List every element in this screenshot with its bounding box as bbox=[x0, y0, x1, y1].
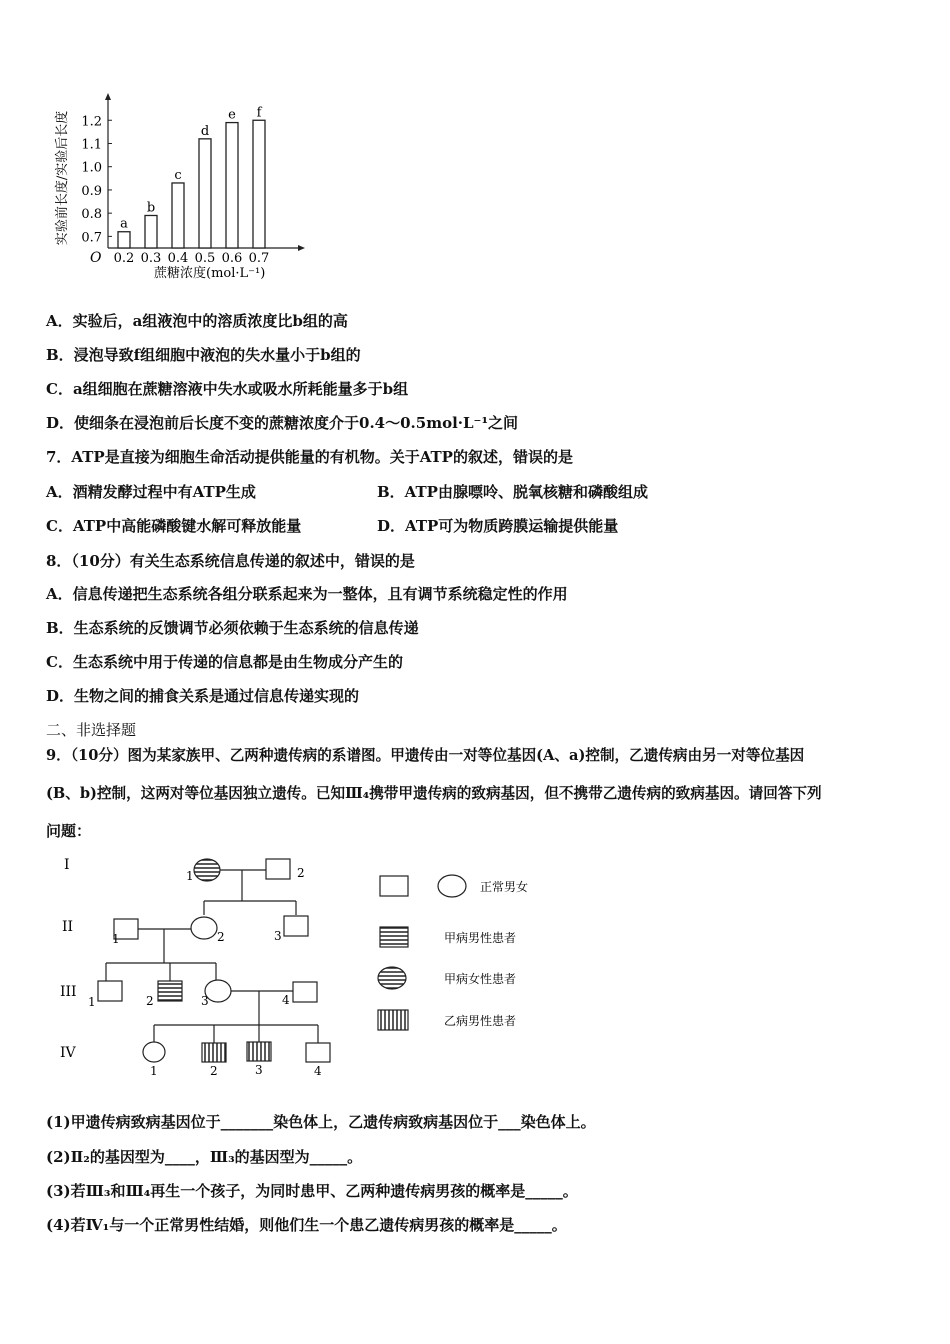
legend-a-male-symbol bbox=[380, 927, 408, 947]
chart-bar-label: e bbox=[228, 107, 236, 123]
q8-stem: 8．（10分）有关生态系统信息传递的叙述中，错误的是 bbox=[46, 552, 415, 570]
chart-y-ticks bbox=[81, 114, 112, 245]
pedigree-IV3-affected-male bbox=[247, 1042, 271, 1061]
legend-b-male-symbol bbox=[378, 1010, 408, 1030]
chart-bar-label: b bbox=[146, 200, 156, 216]
chart-y-tick-label: 0.7 bbox=[81, 230, 102, 246]
pedigree-I2-male bbox=[266, 859, 290, 879]
pedigree-num-III1: 1 bbox=[88, 995, 96, 1009]
legend-normal-male-symbol bbox=[380, 876, 408, 896]
pedigree-num-IV1: 1 bbox=[150, 1064, 158, 1078]
q9-stem-line3: 问题： bbox=[46, 822, 92, 840]
q8-option-d: D．生物之间的捕食关系是通过信息传递实现的 bbox=[46, 687, 360, 705]
chart-y-label: 实验前长度/实验后长度 bbox=[55, 110, 70, 246]
generation-label-IV: IV bbox=[60, 1045, 76, 1061]
q9-sub3: (3)若Ⅲ₃和Ⅲ₄再生一个孩子，为同时患甲、乙两种遗传病男孩的概率是_____。 bbox=[46, 1182, 578, 1200]
chart-bar-label: a bbox=[120, 216, 128, 232]
q8-option-a: A．信息传递把生态系统各组分联系起来为一整体，且有调节系统稳定性的作用 bbox=[46, 585, 568, 603]
q6-option-a: A．实验后，a组液泡中的溶质浓度比b组的高 bbox=[46, 312, 348, 330]
pedigree-IV2-affected-male bbox=[202, 1043, 226, 1062]
chart-y-tick-label: 0.9 bbox=[81, 183, 102, 199]
chart-bar bbox=[253, 120, 265, 248]
legend-normal-female-symbol bbox=[438, 875, 466, 897]
pedigree-diagram bbox=[44, 843, 564, 1083]
q6-option-b: B．浸泡导致f组细胞中液泡的失水量小于b组的 bbox=[46, 346, 361, 364]
q6-option-c: C．a组细胞在蔗糖溶液中失水或吸水所耗能量多于b组 bbox=[46, 380, 409, 398]
legend-a-female-symbol bbox=[378, 967, 406, 989]
chart-x-tick-label: 0.7 bbox=[248, 251, 270, 266]
chart-origin-label: O bbox=[90, 250, 102, 266]
chart-x-arrow bbox=[298, 245, 305, 251]
pedigree-III1-male bbox=[98, 981, 122, 1001]
section-heading: 二、非选择题 bbox=[46, 721, 137, 739]
pedigree-II2-female bbox=[191, 917, 217, 939]
q7-stem: 7．ATP是直接为细胞生命活动提供能量的有机物。关于ATP的叙述，错误的是 bbox=[46, 448, 573, 466]
legend-a-female: 甲病女性患者 bbox=[444, 972, 517, 986]
generation-label-III: III bbox=[60, 984, 77, 1000]
pedigree-num-II3: 3 bbox=[274, 929, 282, 943]
chart-x-tick-label: 0.4 bbox=[167, 251, 189, 266]
q8-option-b: B．生态系统的反馈调节必须依赖于生态系统的信息传递 bbox=[46, 619, 419, 637]
chart-x-ticks bbox=[114, 251, 270, 266]
pedigree-num-IV4: 4 bbox=[314, 1064, 322, 1078]
pedigree-num-IV2: 2 bbox=[210, 1064, 218, 1078]
chart-x-tick-label: 0.2 bbox=[113, 251, 135, 266]
pedigree-num-I2: 2 bbox=[297, 866, 305, 880]
chart-bars bbox=[118, 105, 265, 248]
pedigree-IV1-female bbox=[143, 1042, 165, 1062]
chart-x-tick-label: 0.6 bbox=[221, 251, 243, 266]
pedigree-num-III2: 2 bbox=[146, 994, 154, 1008]
q9-stem-line2: (B、b)控制，这两对等位基因独立遗传。已知Ⅲ₄携带甲遗传病的致病基因，但不携带乙遗传病的致病基因。请回答下列 bbox=[46, 785, 822, 802]
q7-option-b: B．ATP由腺嘌呤、脱氧核糖和磷酸组成 bbox=[377, 483, 648, 501]
q7-option-a: A．酒精发酵过程中有ATP生成 bbox=[46, 483, 256, 501]
chart-bar bbox=[199, 139, 211, 248]
q9-sub2: (2)Ⅱ₂的基因型为____，Ⅲ₃的基因型为_____。 bbox=[46, 1148, 363, 1166]
q9-sub4: (4)若Ⅳ₁与一个正常男性结婚，则他们生一个患乙遗传病男孩的概率是_____。 bbox=[46, 1216, 567, 1234]
pedigree-num-II1: 1 bbox=[112, 932, 120, 946]
q9-sub1: (1)甲遗传病致病基因位于_______染色体上，乙遗传病致病基因位于___染色体上。 bbox=[46, 1113, 596, 1131]
chart-bar bbox=[226, 123, 238, 248]
pedigree-III4-male bbox=[293, 982, 317, 1002]
chart-y-tick-label: 1.2 bbox=[81, 114, 102, 130]
pedigree-num-III3: 3 bbox=[201, 994, 209, 1008]
legend-a-male: 甲病男性患者 bbox=[444, 931, 517, 945]
pedigree-num-I1: 1 bbox=[186, 869, 194, 883]
chart-x-tick-label: 0.5 bbox=[194, 251, 216, 266]
sucrose-bar-chart bbox=[40, 90, 320, 290]
generation-label-II: II bbox=[62, 919, 74, 935]
chart-y-tick-label: 0.8 bbox=[81, 207, 102, 223]
chart-bar bbox=[172, 183, 184, 248]
chart-y-tick-label: 1.0 bbox=[81, 160, 102, 176]
legend-normal: 正常男女 bbox=[480, 880, 529, 894]
pedigree-II3-male bbox=[284, 916, 308, 936]
chart-bar-label: d bbox=[200, 123, 210, 139]
chart-y-tick-label: 1.1 bbox=[81, 137, 102, 153]
legend-b-male: 乙病男性患者 bbox=[444, 1014, 517, 1028]
chart-y-arrow bbox=[105, 93, 111, 100]
q9-stem-line1: 9．（10分）图为某家族甲、乙两种遗传病的系谱图。甲遗传由一对等位基因(A、a)控制，乙遗传病由另一对等位基因 bbox=[46, 747, 805, 764]
q7-option-c: C．ATP中高能磷酸键水解可释放能量 bbox=[46, 517, 302, 535]
q6-option-d: D．使细条在浸泡前后长度不变的蔗糖浓度介于0.4～0.5mol·L⁻¹之间 bbox=[46, 414, 519, 432]
q8-option-c: C．生态系统中用于传递的信息都是由生物成分产生的 bbox=[46, 653, 403, 671]
chart-bar bbox=[145, 215, 157, 248]
chart-x-tick-label: 0.3 bbox=[140, 251, 162, 266]
generation-label-I: I bbox=[64, 857, 70, 873]
pedigree-IV4-male bbox=[306, 1043, 330, 1062]
pedigree-III3-female bbox=[205, 980, 231, 1002]
pedigree-III2-affected-male bbox=[158, 981, 182, 1001]
chart-bar-label: f bbox=[256, 105, 262, 121]
pedigree-I1-affected-female bbox=[194, 859, 220, 881]
chart-bar-label: c bbox=[174, 167, 182, 183]
chart-x-label: 蔗糖浓度(mol·L⁻¹) bbox=[154, 266, 266, 281]
pedigree-num-III4: 4 bbox=[282, 993, 290, 1007]
pedigree-num-IV3: 3 bbox=[255, 1063, 263, 1077]
chart-bar bbox=[118, 232, 130, 248]
pedigree-num-II2: 2 bbox=[217, 930, 225, 944]
q7-option-d: D．ATP可为物质跨膜运输提供能量 bbox=[377, 517, 619, 535]
